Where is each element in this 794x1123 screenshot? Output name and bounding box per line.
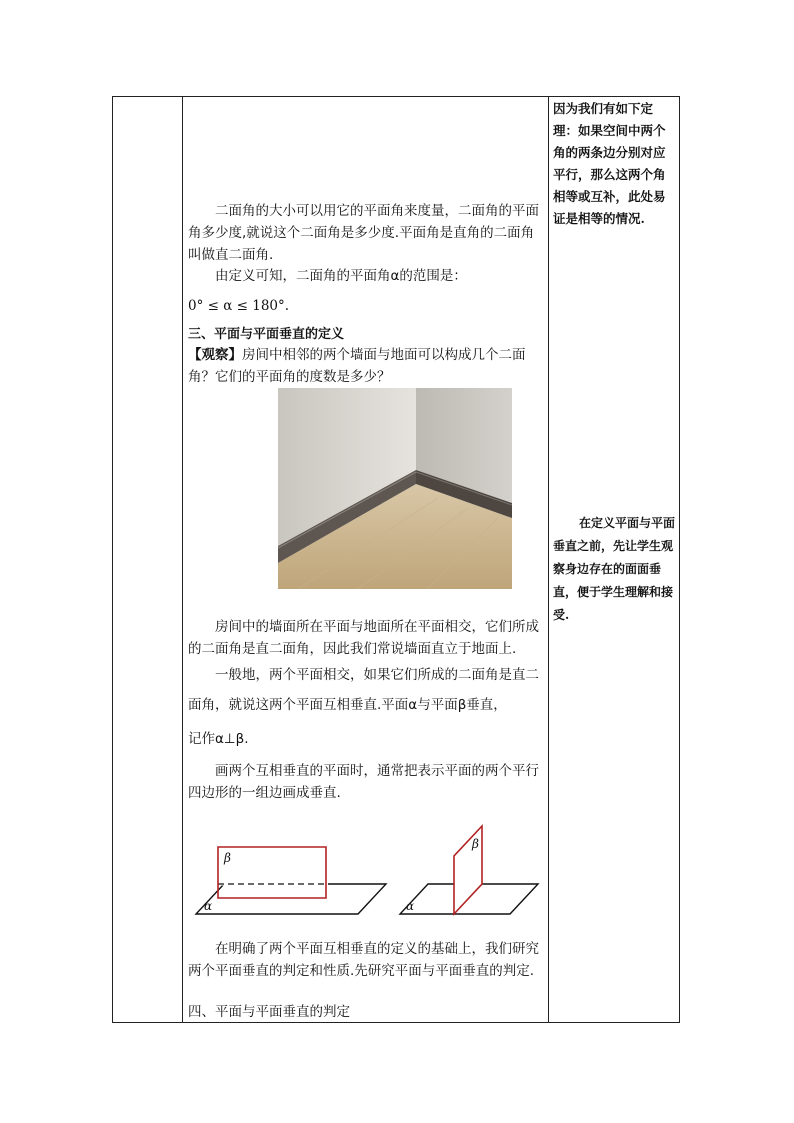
paragraph-wall-floor: 房间中的墙面所在平面与地面所在平面相交，它们所成的二面角是直二面角，因此我们常说墙面直立于地面上. [188, 619, 539, 657]
section-4-heading: 四、平面与平面垂直的判定 [188, 1004, 350, 1020]
perpendicular-notation: 记作α⊥β. [188, 731, 249, 747]
alpha-label-right: α [406, 899, 415, 913]
room-corner-photo [278, 388, 512, 589]
paragraph-perpendicular-definition: 一般地，两个平面相交，如果它们所成的二面角是直二面角，就说这两个平面互相垂直.平面α与平面β垂直， [188, 667, 539, 713]
column-divider-right [548, 96, 549, 1023]
column-divider-left [182, 96, 183, 1023]
beta-label-left: β [224, 851, 231, 865]
observe-paragraph [188, 344, 544, 388]
beta-label-right: β [472, 837, 479, 851]
plane-alpha-left [196, 884, 386, 914]
plane-beta-left [218, 847, 326, 898]
angle-range: 0° ≤ α ≤ 180°. [188, 298, 290, 314]
alpha-label-left: α [204, 899, 213, 913]
side-note-theorem: 因为我们有如下定理：如果空间中两个角的两条边分别对应平行，那么这两个角相等或互补，此处易证是相等的情况. [553, 101, 666, 226]
perpendicular-planes-diagram [188, 814, 544, 924]
paragraph-dihedral-measure: 二面角的大小可以用它的平面角来度量，二面角的平面角多少度,就说这个二面角是多少度.平面角是直角的二面角叫做直二面角. [188, 203, 539, 263]
paragraph-range-intro: 由定义可知，二面角的平面角α的范围是： [215, 268, 467, 284]
paragraph-drawing-convention: 画两个互相垂直的平面时，通常把表示平面的两个平行四边形的一组边画成垂直. [188, 763, 539, 801]
side-note-teaching: 在定义平面与平面垂直之前，先让学生观察身边存在的面面垂直，便于学生理解和接受. [553, 516, 676, 622]
section-3-heading: 三、平面与平面垂直的定义 [188, 327, 345, 342]
observe-label: 【观察】 [188, 347, 242, 363]
paragraph-next-topic: 在明确了两个平面互相垂直的定义的基础上，我们研究两个平面垂直的判定和性质.先研究平面与平面垂直的判定. [188, 941, 539, 979]
observe-text: 房间中相邻的两个墙面与地面可以构成几个二面角？它们的平面角的度数是多少？ [188, 347, 526, 385]
